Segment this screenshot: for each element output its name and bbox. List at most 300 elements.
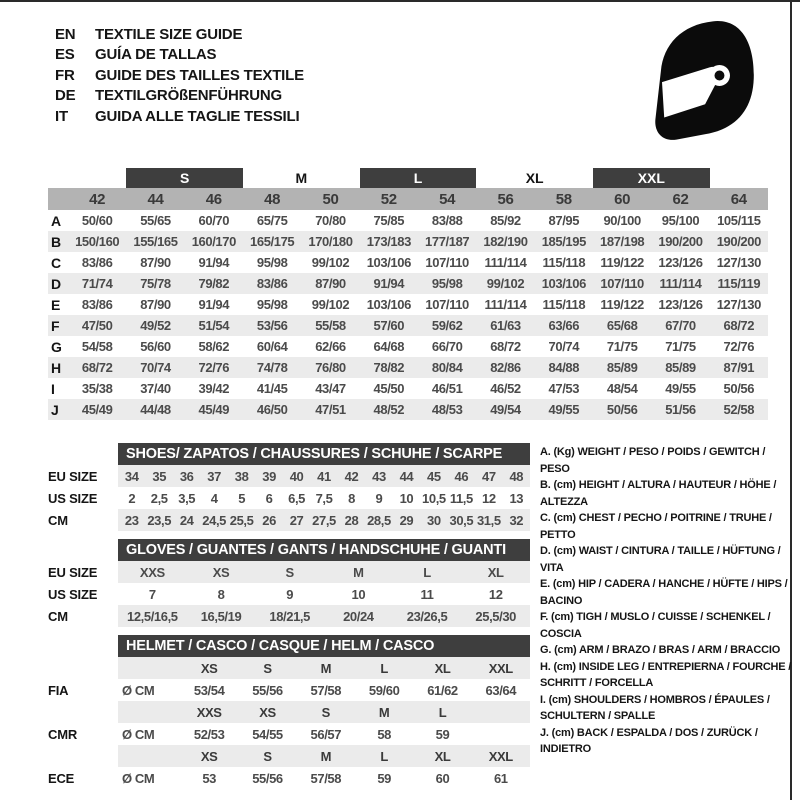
size-value: S — [285, 564, 294, 580]
size-value: 60/70 — [198, 213, 230, 228]
size-value: 10,5 — [422, 490, 446, 506]
column-header: 62 — [672, 190, 689, 208]
helmet-size-label: M — [320, 660, 332, 676]
legend-item: B. (cm) HEIGHT / ALTURA / HAUTEUR / HÖHE / ALTEZZA — [540, 479, 777, 508]
size-value: 72/76 — [198, 360, 230, 375]
size-value: 177/187 — [425, 234, 470, 249]
helmet-size-label: L — [438, 704, 447, 720]
size-value: 45/50 — [373, 381, 405, 396]
spacer — [48, 657, 118, 679]
spacer — [118, 657, 180, 679]
size-value: 40 — [289, 468, 304, 484]
helmet-size-value: 57/58 — [310, 770, 342, 786]
column-header: 42 — [89, 190, 106, 208]
size-value: 190/200 — [658, 234, 703, 249]
size-value: 68/72 — [723, 318, 755, 333]
legend-item: I. (cm) SHOULDERS / HOMBROS / ÉPAULES / SCHULTERN / SPALLE — [540, 693, 770, 722]
size-value: 16,5/19 — [200, 608, 242, 624]
column-header: 46 — [205, 190, 222, 208]
size-value: 48/52 — [373, 402, 405, 417]
row-label: EU SIZE — [48, 468, 98, 484]
helmet-size-value: 54/55 — [252, 726, 283, 742]
size-group-header-row — [48, 168, 768, 188]
size-value: 35 — [152, 468, 167, 484]
size-value: 85/89 — [606, 360, 638, 375]
helmet-size-label: XXL — [488, 748, 513, 764]
size-value: 27,5 — [312, 512, 336, 528]
size-value: 119/122 — [600, 297, 644, 312]
size-value: 5 — [238, 490, 246, 506]
size-value: 160/170 — [191, 234, 236, 249]
shoes-title-row — [48, 443, 530, 465]
size-value: 107/110 — [600, 276, 644, 291]
size-value: L — [423, 564, 431, 580]
size-group-m: M — [295, 170, 308, 186]
helmet-size-value: 59 — [435, 726, 450, 742]
gloves-size-table — [48, 539, 530, 627]
spacer — [48, 745, 118, 767]
helmet-sizes-row — [48, 701, 530, 723]
size-value: 95/98 — [256, 255, 288, 270]
helmet-size-label: L — [380, 748, 388, 764]
size-value: 87/90 — [140, 297, 171, 312]
size-value: 70/74 — [140, 360, 171, 375]
row-label: C — [51, 254, 62, 271]
size-value: 24,5 — [202, 512, 226, 528]
column-header: 50 — [322, 190, 339, 208]
row-label: A — [51, 212, 62, 229]
size-value: 173/183 — [366, 234, 411, 249]
size-value: 76/80 — [315, 360, 346, 375]
size-value: 25,5/30 — [475, 608, 516, 624]
size-value: 47/50 — [81, 318, 113, 333]
size-value: 91/94 — [198, 297, 230, 312]
diameter-unit: Ø CM — [122, 682, 155, 698]
helmet-sizes-row — [48, 745, 530, 767]
helmet-size-value: 57/58 — [310, 682, 342, 698]
size-value: 10 — [399, 490, 414, 506]
accessory-tables — [48, 443, 530, 797]
size-value: 115/118 — [542, 297, 586, 312]
size-value: 3,5 — [178, 490, 196, 506]
measure-row-i — [48, 378, 768, 399]
size-value: 150/160 — [75, 234, 120, 249]
size-value: 23/26,5 — [406, 608, 448, 624]
size-value: XL — [487, 564, 504, 580]
size-group-xxl: XXL — [593, 168, 710, 188]
row-label: EU SIZE — [48, 564, 98, 580]
row-label: US SIZE — [48, 490, 98, 506]
measure-row-a — [48, 210, 768, 231]
measure-row-h — [48, 357, 768, 378]
size-value: 107/110 — [425, 297, 469, 312]
spacer — [118, 701, 180, 723]
size-value: XS — [212, 564, 230, 580]
column-header: 60 — [614, 190, 631, 208]
legend-item: D. (cm) WAIST / CINTURA / TAILLE / HÜFTUNG / VITA — [540, 545, 781, 574]
helmet-size-label: XS — [200, 748, 218, 764]
size-value: 50/60 — [81, 213, 113, 228]
size-value: M — [353, 564, 364, 580]
size-value: 31,5 — [476, 512, 501, 528]
size-value: 12,5/16,5 — [127, 608, 178, 624]
spacer — [48, 701, 118, 723]
spacer — [48, 539, 118, 561]
helmet-size-value: 59 — [377, 770, 391, 786]
size-value: 49/55 — [548, 402, 580, 417]
size-value: 23,5 — [147, 512, 172, 528]
language-row — [55, 24, 304, 45]
size-value: 103/106 — [366, 297, 411, 312]
helmet-values-row — [48, 767, 530, 789]
size-value: 119/122 — [600, 255, 644, 270]
language-title: TEXTILE SIZE GUIDE — [95, 25, 243, 43]
size-value: 36 — [179, 468, 194, 484]
legend-item: F. (cm) TIGH / MUSLO / CUISSE / SCHENKEL / COSCIA — [540, 611, 771, 640]
size-value: 43/47 — [315, 381, 346, 396]
size-value: 170/180 — [308, 234, 353, 249]
size-value: 74/78 — [256, 360, 288, 375]
helmet-values-row — [48, 679, 530, 701]
gloves-rows — [48, 561, 530, 627]
spacer — [48, 443, 118, 465]
gloves-table-title: GLOVES / GUANTES / GANTS / HANDSCHUHE / GUANTI — [118, 539, 530, 561]
size-value: 6 — [265, 490, 273, 506]
gloves-title-row — [48, 539, 530, 561]
size-value: 64/68 — [373, 339, 405, 354]
size-value: 111/114 — [484, 297, 527, 312]
size-value: 8 — [348, 490, 355, 506]
size-value: 83/86 — [256, 276, 288, 291]
column-header: 56 — [497, 190, 514, 208]
size-value: 85/92 — [490, 213, 521, 228]
size-value: 53/56 — [256, 318, 288, 333]
standard-label: ECE — [48, 770, 75, 786]
column-header: 48 — [264, 190, 281, 208]
size-value: 49/52 — [140, 318, 171, 333]
size-value: 72/76 — [723, 339, 755, 354]
size-value: 123/126 — [658, 297, 703, 312]
size-value: 185/195 — [541, 234, 586, 249]
language-row — [55, 45, 304, 66]
helmet-size-value: 53 — [202, 770, 216, 786]
language-title: GUIDA ALLE TAGLIE TESSILI — [95, 107, 300, 125]
size-value: 90/100 — [603, 213, 641, 228]
size-value: 65/68 — [606, 318, 638, 333]
size-value: 51/56 — [665, 402, 696, 417]
legend-item: J. (cm) BACK / ESPALDA / DOS / ZURÜCK / INDIETRO — [540, 726, 758, 755]
diameter-unit: Ø CM — [122, 770, 155, 786]
helmet-size-value: 60 — [435, 770, 450, 786]
size-value: 34 — [124, 468, 139, 484]
size-value: 55/58 — [315, 318, 346, 333]
language-code: IT — [55, 107, 68, 125]
size-value: 68/72 — [490, 339, 521, 354]
size-value: 39/42 — [198, 381, 230, 396]
size-group-xl: XL — [525, 170, 544, 186]
size-value: 187/198 — [600, 234, 645, 249]
size-value: 99/102 — [311, 297, 350, 312]
size-value: 12 — [481, 490, 496, 506]
helmet-size-value: 55/56 — [252, 682, 283, 698]
size-value: 75/85 — [373, 213, 405, 228]
helmet-size-value: 56/57 — [310, 726, 342, 742]
shoes-rows — [48, 465, 530, 531]
row-label: H — [51, 359, 62, 376]
size-value: XXS — [139, 564, 165, 580]
size-value: 83/88 — [431, 213, 463, 228]
shoes-table-row — [48, 465, 530, 487]
row-label: F — [51, 317, 60, 334]
page-top-border — [0, 0, 800, 2]
size-value: 28,5 — [367, 512, 391, 528]
size-value: 59/62 — [431, 318, 463, 333]
size-value: 87/90 — [140, 255, 171, 270]
size-value: 35/38 — [81, 381, 113, 396]
size-column-header-row — [48, 188, 768, 210]
column-header: 52 — [380, 190, 397, 208]
helmet-size-label: S — [321, 704, 330, 720]
row-label: E — [51, 296, 61, 313]
measure-row-f — [48, 315, 768, 336]
language-title: GUIDE DES TAILLES TEXTILE — [95, 66, 304, 84]
helmet-size-value — [472, 723, 530, 745]
size-value: 50/56 — [606, 402, 638, 417]
row-label: I — [51, 380, 55, 397]
legend-item: G. (cm) ARM / BRAZO / BRAS / ARM / BRACCIO — [540, 644, 781, 656]
size-value: 11,5 — [449, 490, 473, 506]
size-value: 58/62 — [198, 339, 230, 354]
size-value: 49/54 — [490, 402, 521, 417]
size-value: 87/90 — [315, 276, 346, 291]
size-value: 52/58 — [723, 402, 755, 417]
size-group-l: L — [360, 168, 477, 188]
size-value: 50/56 — [723, 381, 755, 396]
shoes-table-row — [48, 487, 530, 509]
legend-item: E. (cm) HIP / CADERA / HANCHE / HÜFTE / HIPS / BACINO — [540, 578, 788, 607]
size-value: 44 — [399, 468, 414, 484]
size-value: 49/55 — [665, 381, 696, 396]
size-value: 91/94 — [198, 255, 230, 270]
size-value: 63/66 — [548, 318, 580, 333]
helmet-size-label — [472, 701, 530, 723]
size-value: 27 — [289, 512, 304, 528]
size-value: 48/53 — [431, 402, 463, 417]
row-label: CM — [48, 512, 68, 528]
size-value: 75/78 — [140, 276, 171, 291]
column-header: 44 — [147, 190, 164, 208]
size-value: 85/89 — [665, 360, 696, 375]
size-value: 45/49 — [81, 402, 113, 417]
size-value: 46/52 — [490, 381, 521, 396]
size-value: 48/54 — [606, 381, 638, 396]
size-value: 54/58 — [81, 339, 113, 354]
helmet-values-row — [48, 723, 530, 745]
measure-row-e — [48, 294, 768, 315]
legend-item: C. (cm) CHEST / PECHO / POITRINE / TRUHE / PETTO — [540, 512, 772, 541]
size-value: 9 — [286, 586, 294, 602]
size-value: 123/126 — [658, 255, 703, 270]
size-value: 99/102 — [486, 276, 525, 291]
language-code: DE — [55, 87, 76, 105]
size-value: 47/53 — [548, 381, 580, 396]
row-label: G — [51, 338, 62, 355]
size-value: 30,5 — [449, 512, 474, 528]
size-value: 95/98 — [431, 276, 463, 291]
size-value: 26 — [262, 512, 276, 528]
measurement-rows — [48, 210, 768, 420]
textile-size-table — [48, 168, 768, 420]
size-value: 103/106 — [366, 255, 411, 270]
size-value: 62/66 — [315, 339, 346, 354]
row-label: B — [51, 233, 62, 250]
helmet-rows — [48, 657, 530, 789]
gloves-table-row — [48, 583, 530, 605]
column-header: 58 — [555, 190, 572, 208]
helmet-table-title: HELMET / CASCO / CASQUE / HELM / CASCO — [118, 635, 530, 657]
size-value: 115/118 — [542, 255, 586, 270]
size-value: 56/60 — [140, 339, 171, 354]
measure-row-j — [48, 399, 768, 420]
language-title-list — [55, 24, 304, 127]
row-label: CM — [48, 608, 68, 624]
measurement-legend — [540, 444, 796, 758]
helmet-size-value: 53/54 — [193, 682, 225, 698]
size-value: 41/45 — [256, 381, 288, 396]
size-value: 45/49 — [198, 402, 230, 417]
size-value: 67/70 — [665, 318, 696, 333]
size-value: 11 — [420, 586, 434, 602]
language-title: GUÍA DE TALLAS — [95, 46, 217, 64]
size-value: 46/51 — [431, 381, 463, 396]
row-label: US SIZE — [48, 586, 98, 602]
helmet-size-label: XS — [200, 660, 218, 676]
helmet-size-value: 59/60 — [368, 682, 400, 698]
size-value: 2 — [128, 490, 136, 506]
diameter-unit: Ø CM — [122, 726, 155, 742]
size-value: 71/75 — [606, 339, 638, 354]
size-value: 95/98 — [256, 297, 288, 312]
size-value: 91/94 — [373, 276, 405, 291]
size-value: 70/74 — [548, 339, 580, 354]
measure-row-g — [48, 336, 768, 357]
size-value: 20/24 — [343, 608, 374, 624]
helmet-size-label: XL — [434, 748, 451, 764]
size-value: 66/70 — [431, 339, 463, 354]
row-label: D — [51, 275, 62, 292]
helmet-size-value: 58 — [377, 726, 391, 742]
size-value: 105/115 — [717, 213, 761, 228]
size-value: 47/51 — [315, 402, 346, 417]
size-value: 2,5 — [150, 490, 168, 506]
spacer — [48, 188, 68, 210]
legend-item: H. (cm) INSIDE LEG / ENTREPIERNA / FOURCHE / SCHRITT / FORCELLA — [540, 660, 792, 689]
size-value: 60/64 — [256, 339, 288, 354]
size-value: 24 — [179, 512, 194, 528]
size-value: 46 — [454, 468, 469, 484]
size-value: 25,5 — [229, 512, 254, 528]
size-value: 107/110 — [425, 255, 469, 270]
size-value: 6,5 — [288, 490, 305, 506]
size-value: 42 — [344, 468, 359, 484]
size-value: 111/114 — [659, 276, 702, 291]
size-value: 10 — [351, 586, 366, 602]
spacer — [118, 745, 180, 767]
helmet-title-row — [48, 635, 530, 657]
helmet-size-value: 55/56 — [252, 770, 283, 786]
size-value: 99/102 — [311, 255, 350, 270]
size-value: 55/65 — [140, 213, 171, 228]
legend-item: A. (Kg) WEIGHT / PESO / POIDS / GEWITCH / PESO — [540, 446, 766, 475]
size-value: 165/175 — [250, 234, 295, 249]
gloves-table-row — [48, 561, 530, 583]
size-value: 23 — [124, 512, 139, 528]
helmet-size-label: L — [380, 660, 388, 676]
size-value: 127/130 — [716, 297, 761, 312]
size-value: 51/54 — [198, 318, 230, 333]
size-value: 71/74 — [81, 276, 113, 291]
size-value: 70/80 — [315, 213, 346, 228]
size-value: 71/75 — [665, 339, 696, 354]
size-value: 82/86 — [490, 360, 521, 375]
language-row — [55, 65, 304, 86]
column-header: 64 — [730, 190, 747, 208]
size-value: 39 — [262, 468, 276, 484]
size-value: 4 — [210, 490, 218, 506]
size-value: 115/119 — [717, 276, 761, 291]
size-value: 84/88 — [548, 360, 580, 375]
size-value: 83/86 — [81, 297, 113, 312]
size-value: 79/82 — [198, 276, 230, 291]
helmet-sizes-row — [48, 657, 530, 679]
size-value: 8 — [217, 586, 225, 602]
size-value: 155/165 — [133, 234, 178, 249]
size-value: 95/100 — [661, 213, 700, 228]
helmet-size-value: 61 — [493, 770, 508, 786]
size-value: 30 — [427, 512, 441, 528]
size-value: 45 — [427, 468, 441, 484]
size-value: 83/86 — [81, 255, 113, 270]
standard-label: FIA — [48, 682, 69, 698]
size-value: 111/114 — [484, 255, 527, 270]
size-value: 103/106 — [541, 276, 586, 291]
size-value: 7,5 — [315, 490, 333, 506]
size-value: 18/21,5 — [269, 608, 310, 624]
size-value: 44/48 — [140, 402, 171, 417]
helmet-size-label: M — [320, 748, 332, 764]
helmet-size-label: XXL — [488, 660, 513, 676]
size-value: 43 — [372, 468, 386, 484]
size-value: 41 — [317, 468, 331, 484]
size-value: 80/84 — [431, 360, 463, 375]
size-value: 57/60 — [373, 318, 405, 333]
language-row — [55, 106, 304, 127]
language-code: ES — [55, 46, 75, 64]
size-value: 48 — [509, 468, 524, 484]
standard-label: CMR — [48, 726, 78, 742]
size-value: 78/82 — [373, 360, 405, 375]
size-value: 127/130 — [716, 255, 761, 270]
helmet-size-label: XXS — [196, 704, 222, 720]
measure-row-b — [48, 231, 768, 252]
size-group-s: S — [126, 168, 243, 188]
helmet-size-label: S — [263, 748, 272, 764]
size-value: 28 — [344, 512, 359, 528]
size-value: 87/95 — [548, 213, 580, 228]
size-value: 46/50 — [256, 402, 288, 417]
size-value: 68/72 — [81, 360, 113, 375]
measure-row-c — [48, 252, 768, 273]
